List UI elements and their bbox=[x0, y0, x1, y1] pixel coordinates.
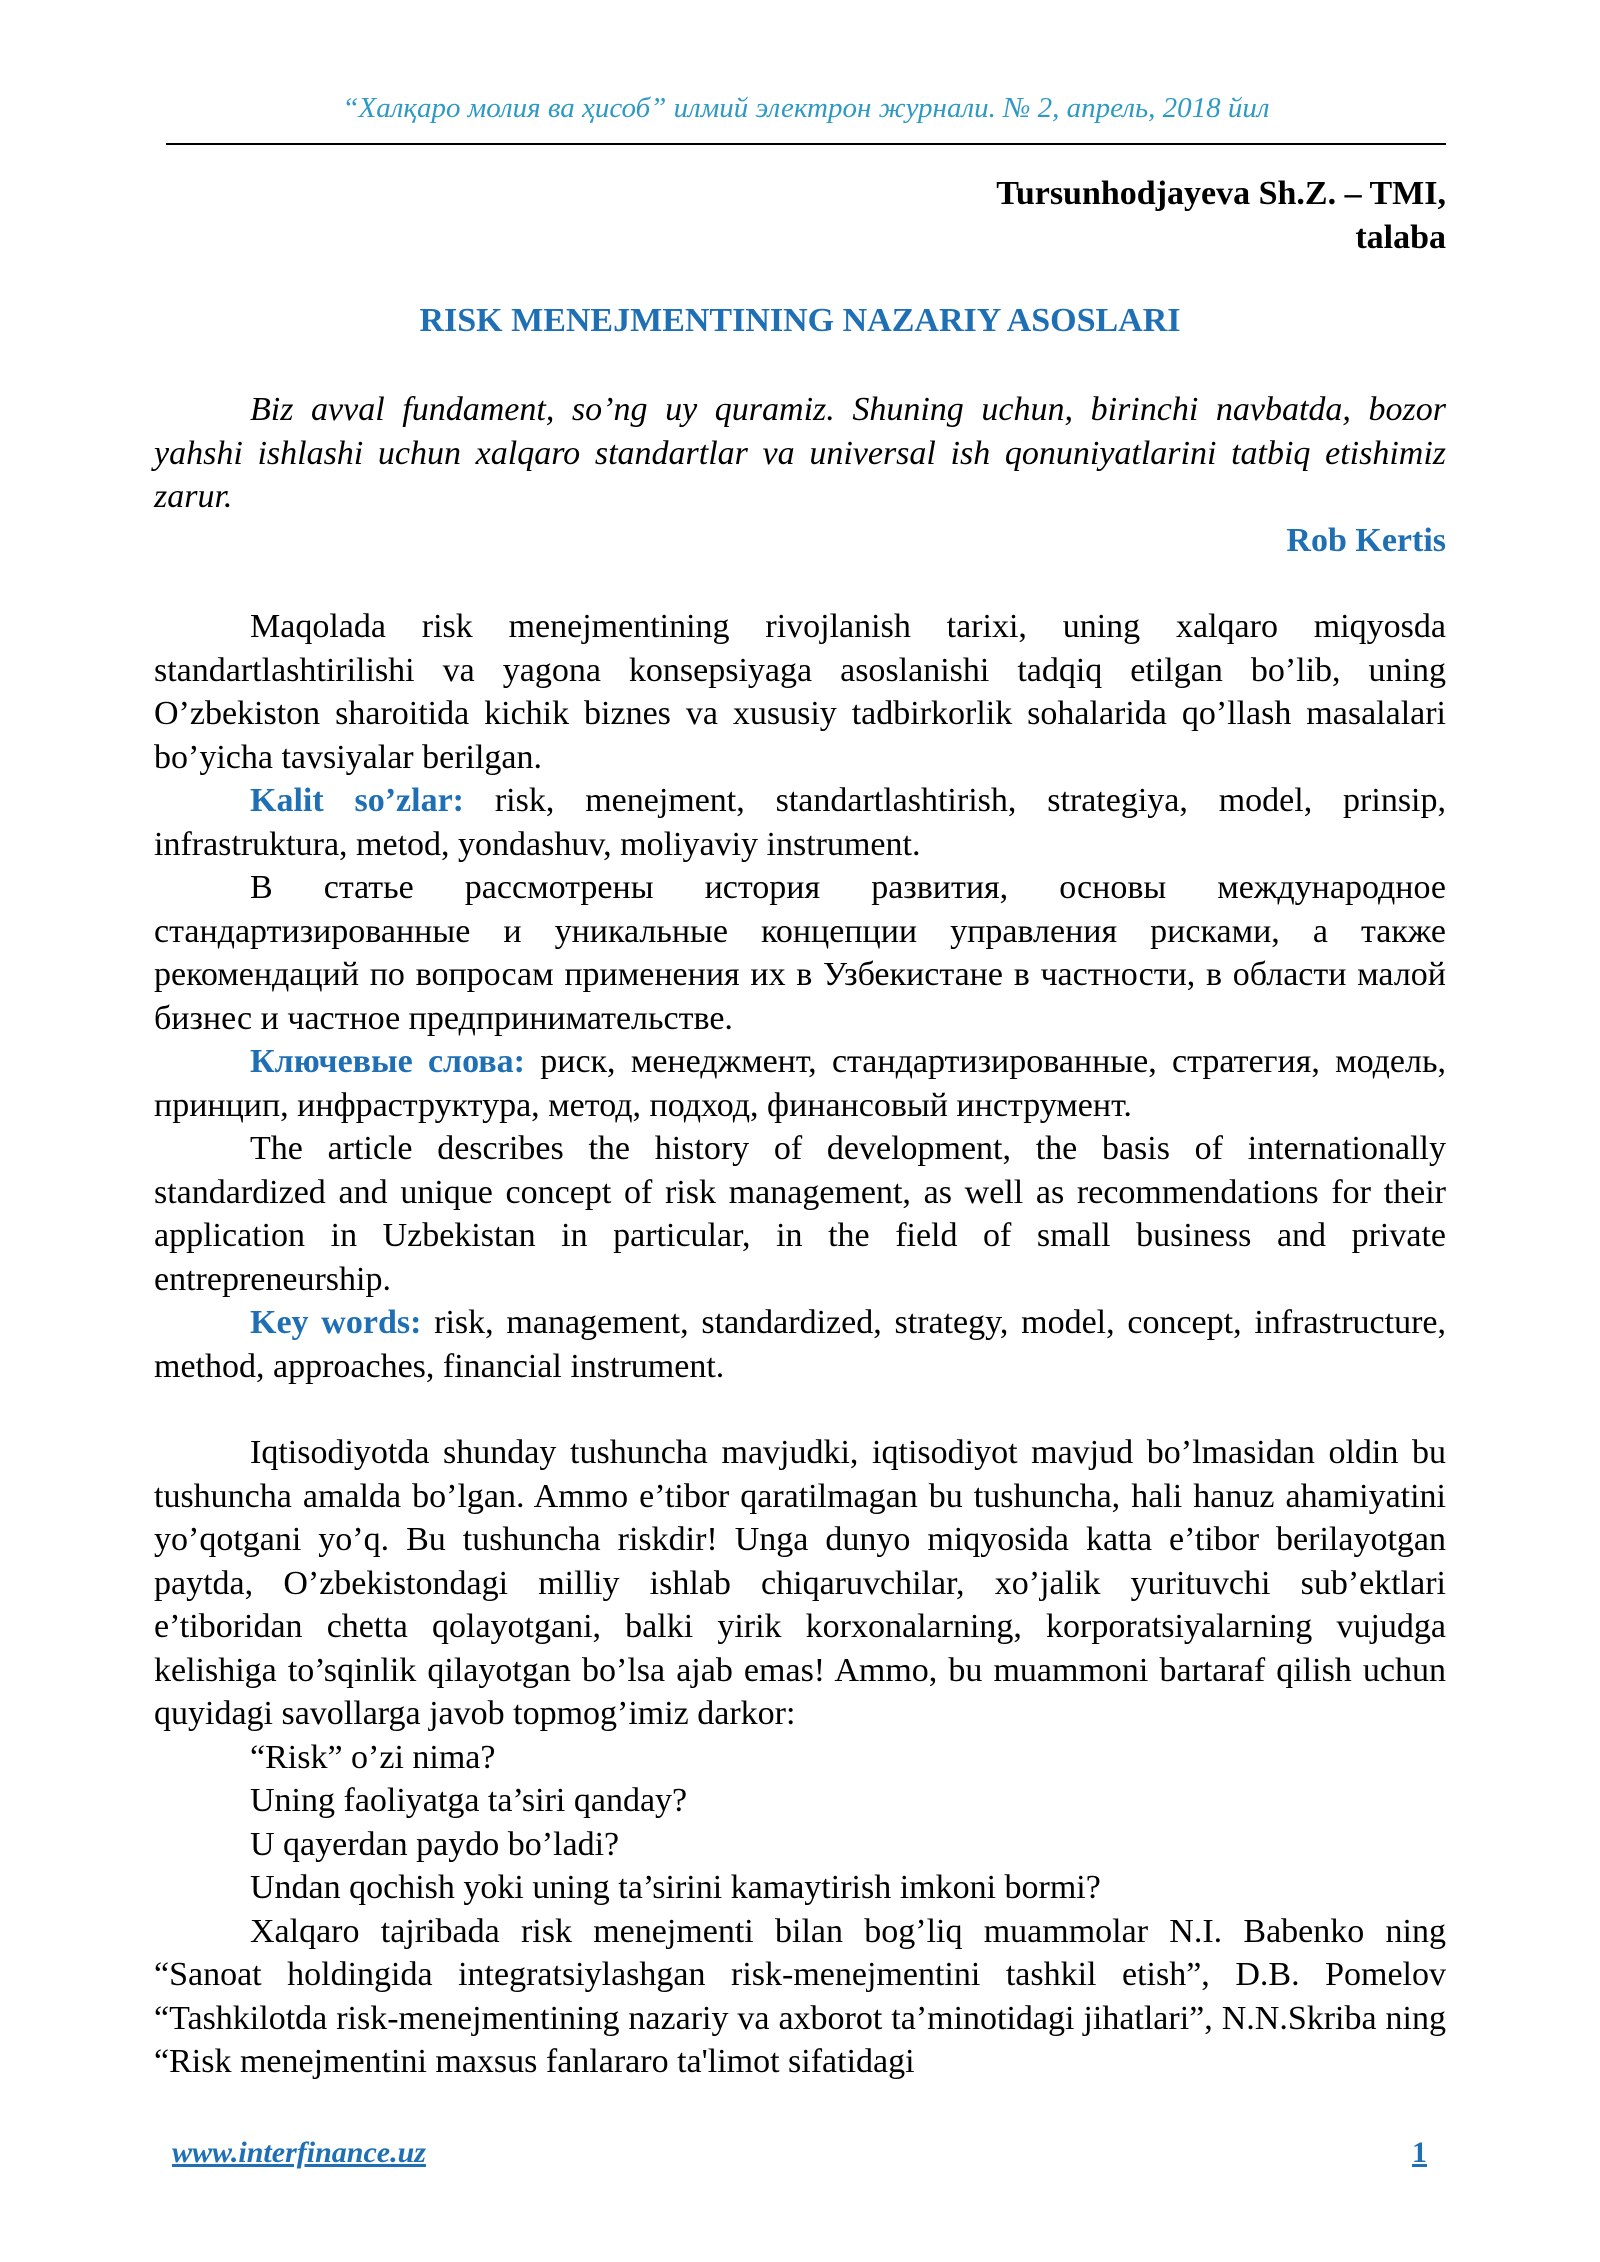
journal-header: “Халқаро молия ва ҳисоб” илмий электрон журнали. № 2, апрель, 2018 йил bbox=[342, 92, 1270, 124]
keywords-uz bbox=[154, 779, 1446, 866]
keywords-ru-list: риск, менеджмент, стандартизированные, стратегия, модель, принцип, инфраструктура, метод, подход, финансовый инструмент. bbox=[154, 1043, 1446, 1124]
page-number: 1 bbox=[1412, 2136, 1427, 2169]
article-title: RISK MENEJMENTINING NAZARIY ASOSLARI bbox=[419, 302, 1181, 339]
epigraph-author: Rob Kertis bbox=[1286, 521, 1446, 559]
keywords-en-list: risk, management, standardized, strategy, model, concept, infrastructure, method, approaches, financial instrument. bbox=[154, 1304, 1446, 1385]
abstract-uz: Maqolada risk menejmentining rivojlanish tarixi, uning xalqaro miqyosda standartlashtirilishi va yagona konsepsiyaga asoslanishi tadqiq etilgan bo’lib, uning O’zbekiston sharoitida kichik biznes va xususiy tadbirkorlik sohalarida qo’llash masalalari bo’yicha tavsiyalar berilgan. bbox=[154, 608, 1446, 776]
website-link[interactable]: www.interfinance.uz bbox=[172, 2136, 426, 2169]
author-name: Tursunhodjayeva Sh.Z. – TMI, bbox=[996, 175, 1446, 212]
author-block bbox=[996, 172, 1446, 260]
keywords-ru bbox=[154, 1040, 1446, 1127]
keywords-ru-label: Ключевые слова: bbox=[250, 1043, 525, 1080]
main-paragraph-1: Iqtisodiyotda shunday tushuncha mavjudki, iqtisodiyot mavjud bo’lmasidan oldin bu tushuncha amalda bo’lgan. Ammo e’tibor qaratilmagan bu tushuncha, hali hanuz ahamiyatini yo’qotgani yo’q. Bu tushuncha riskdir! Unga dunyo miqyosida katta e’tibor berilayotgan paytda, O’zbekistondagi milliy ishlab chiqaruvchilar, xo’jalik yurituvchi sub’ektlari e’tiboridan chetta qolayotgani, balki yirik korxonalarning, korporatsiyalarning vujudga kelishiga to’sqinlik qilayotgan bo’lsa ajab emas! Ammo, bu muammoni bartaraf qilish uchun quyidagi savollarga javob topmog’imiz darkor: bbox=[154, 1434, 1446, 1732]
article-body bbox=[154, 605, 1446, 2084]
epigraph bbox=[154, 388, 1446, 562]
question-item: Undan qochish yoki uning ta’sirini kamaytirish imkoni bormi? bbox=[250, 1869, 1101, 1906]
abstract-ru: В статье рассмотрены история развития, основы международное стандартизированные и уникальные концепции управления рисками, а также рекомендаций по вопросам применения их в Узбекистане в частности, в области малой бизнес и частное предпринимательстве. bbox=[154, 869, 1446, 1037]
header-divider bbox=[166, 143, 1446, 145]
keywords-en bbox=[154, 1301, 1446, 1388]
author-role: talaba bbox=[1355, 219, 1446, 256]
question-item: Uning faoliyatga ta’siri qanday? bbox=[250, 1782, 688, 1819]
question-item: “Risk” o’zi nima? bbox=[250, 1738, 496, 1776]
abstract-en: The article describes the history of development, the basis of internationally standardized and unique concept of risk management, as well as recommendations for their application in Uzbekistan in particular, in the field of small business and private entrepreneurship. bbox=[154, 1130, 1446, 1298]
keywords-uz-list: risk, menejment, standartlashtirish, strategiya, model, prinsip, infrastruktura, metod, yondashuv, moliyaviy instrument. bbox=[154, 782, 1446, 863]
keywords-en-label: Key words: bbox=[250, 1304, 422, 1341]
main-paragraph-2: Xalqaro tajribada risk menejmenti bilan bog’liq muammolar N.I. Babenko ning “Sanoat holdingida integratsiylashgan risk-menejmentini tashkil etish”, D.B. Pomelov “Tashkilotda risk-menejmentining nazariy va axborot ta’minotidagi jihatlari”, N.N.Skriba ning “Risk menejmentini maxsus fanlararo ta'limot sifatidagi bbox=[154, 1912, 1446, 2080]
keywords-uz-label: Kalit so’zlar: bbox=[250, 782, 465, 819]
epigraph-text: Biz avval fundament, so’ng uy quramiz. Shuning uchun, birinchi navbatda, bozor yahshi ishlashi uchun xalqaro standartlar va universal ish qonuniyatlarini tatbiq etishimiz zarur. bbox=[154, 391, 1446, 515]
question-item: U qayerdan paydo bo’ladi? bbox=[250, 1825, 620, 1863]
